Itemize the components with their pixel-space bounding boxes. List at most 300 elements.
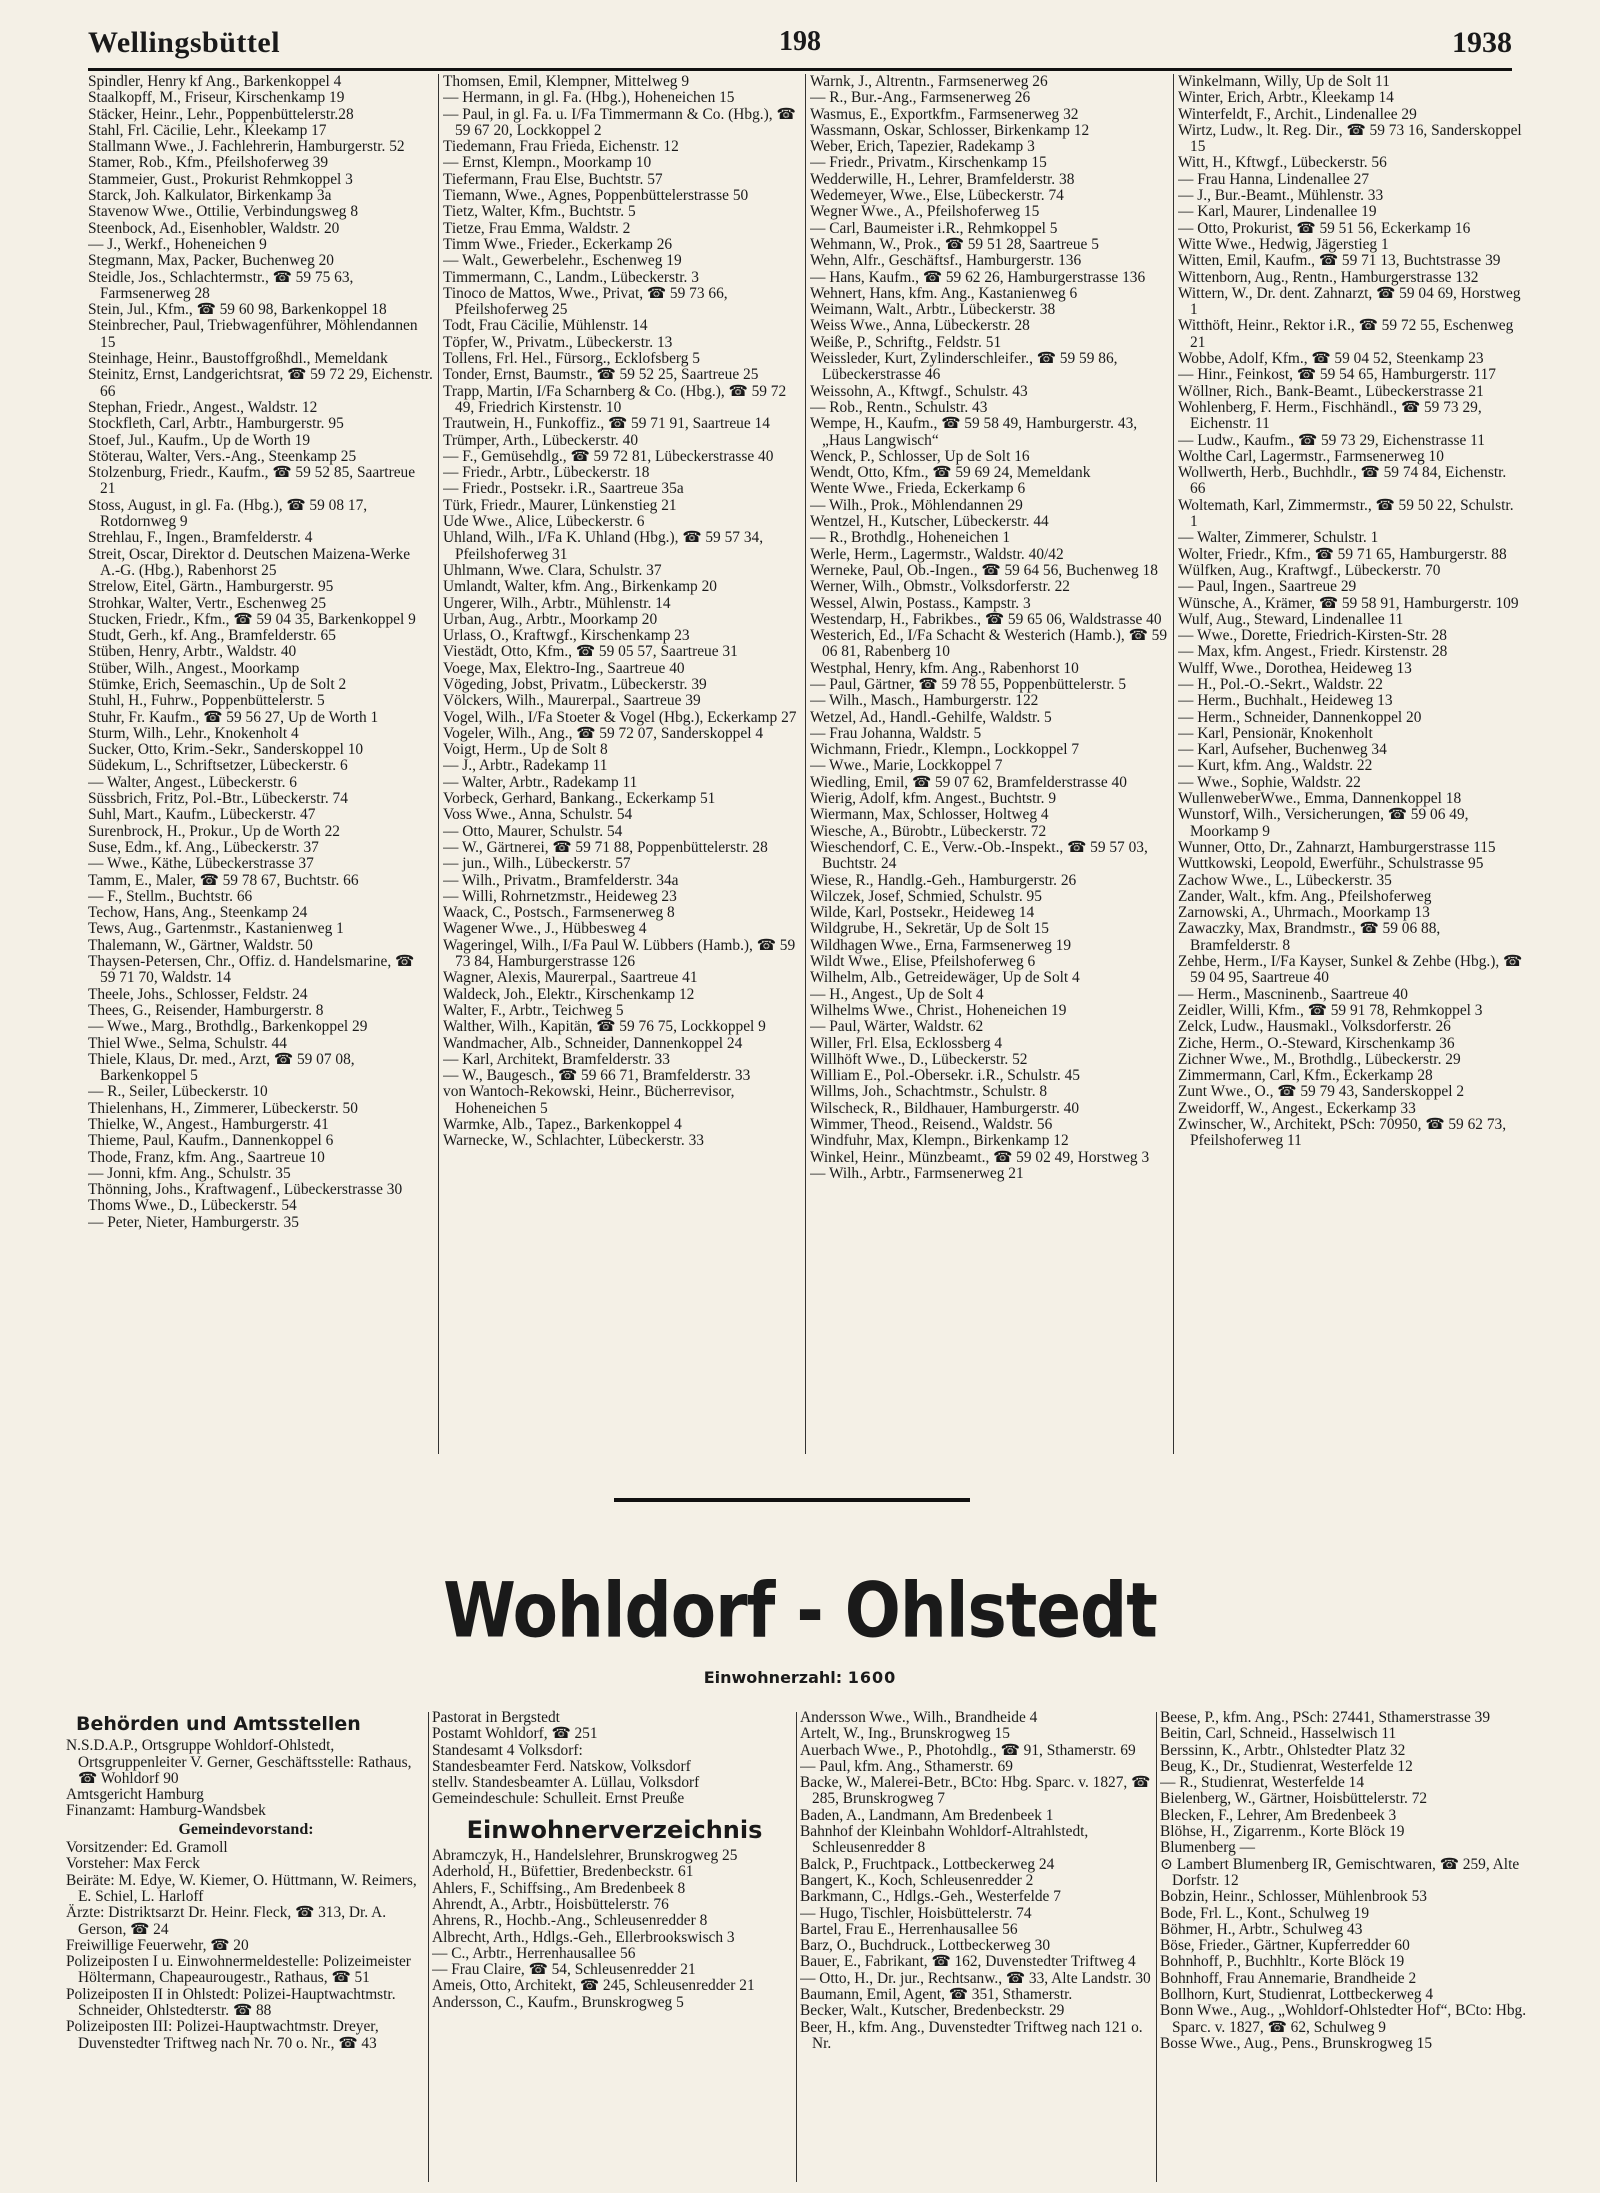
list-item: Trautwein, H., Funkoffiz., ☎ 59 71 91, Saartreue 14 xyxy=(443,415,770,433)
list-item: Wiermann, Max, Schlosser, Holtweg 4 xyxy=(810,806,1049,824)
list-item: Wolthe Carl, Lagermstr., Farmsenerweg 10 xyxy=(1178,447,1444,465)
list-item: Weissohn, A., Kftwgf., Schulstr. 43 xyxy=(810,382,1028,400)
list-item: Pastorat in Bergstedt xyxy=(432,1710,560,1726)
list-item: Wollwerth, Herb., Buchhdlr., ☎ 59 74 84, Eichenstr. 66 xyxy=(1178,464,1507,498)
list-item: — Otto, H., Dr. jur., Rechtsanw., ☎ 33, Alte Landstr. 30 xyxy=(800,1969,1151,1987)
list-item: — Frau Hanna, Lindenallee 27 xyxy=(1178,170,1370,188)
list-item: Stolzenburg, Friedr., Kaufm., ☎ 59 52 85, Saartreue 21 xyxy=(88,464,416,498)
list-item: Wildt Wwe., Elise, Pfeilshoferweg 6 xyxy=(810,953,1036,971)
list-item: Wetzel, Ad., Handl.-Gehilfe, Waldstr. 5 xyxy=(810,708,1052,726)
list-item: Werner, Wilh., Obmstr., Volksdorferstr. 22 xyxy=(810,578,1070,596)
list-item: — H., Pol.-O.-Sekrt., Waldstr. 22 xyxy=(1178,675,1383,693)
list-item: Surenbrock, H., Prokur., Up de Worth 22 xyxy=(88,822,340,840)
list-item: Weimann, Walt., Arbtr., Lübeckerstr. 38 xyxy=(810,301,1056,319)
list-item: Todt, Frau Cäcilie, Mühlenstr. 14 xyxy=(443,317,648,335)
list-item: Theele, Johs., Schlosser, Feldstr. 24 xyxy=(88,985,308,1003)
list-item: Freiwillige Feuerwehr, ☎ 20 xyxy=(66,1936,249,1954)
list-item: Streit, Oscar, Direktor d. Deutschen Maizena-Werke A.-G. (Hbg.), Rabenhorst 25 xyxy=(88,545,411,579)
list-item: Bobzin, Heinr., Schlosser, Mühlenbrook 53 xyxy=(1160,1888,1427,1906)
list-item: Walter, F., Arbtr., Teichweg 5 xyxy=(443,1001,624,1019)
list-item: Thalemann, W., Gärtner, Waldstr. 50 xyxy=(88,936,313,954)
list-item: Wirtz, Ludw., lt. Reg. Dir., ☎ 59 73 16, Sanderskoppel 15 xyxy=(1178,121,1522,156)
list-item: Stammeier, Gust., Prokurist Rehmkoppel 3 xyxy=(88,170,353,188)
list-item: Blöhse, H., Zigarrenm., Korte Blöck 19 xyxy=(1160,1823,1405,1841)
list-item: Blumenberg — xyxy=(1160,1839,1256,1857)
list-item: Auerbach Wwe., P., Photohdlg., ☎ 91, Sthamerstr. 69 xyxy=(800,1741,1136,1759)
list-item: Tinoco de Mattos, Wwe., Privat, ☎ 59 73 66, Pfeilshoferweg 25 xyxy=(443,284,728,319)
list-item: Vogel, Wilh., I/Fa Stoeter & Vogel (Hbg.), Eckerkamp 27 xyxy=(443,708,797,726)
list-item: — Frau Claire, ☎ 54, Schleusenredder 21 xyxy=(432,1961,696,1979)
directory-column-1 xyxy=(88,74,433,1464)
list-item: Baden, A., Landmann, Am Bredenbeek 1 xyxy=(800,1806,1054,1824)
list-item: Warmke, Alb., Tapez., Barkenkoppel 4 xyxy=(443,1116,682,1133)
list-item: Bollhorn, Kurt, Studienrat, Lottbeckerweg 4 xyxy=(1160,1986,1434,2004)
list-item: Weber, Erich, Tapezier, Radekamp 3 xyxy=(810,138,1035,156)
list-item: — Willi, Rohrnetzmstr., Heideweg 23 xyxy=(443,887,677,905)
list-item: Bohnhoff, P., Buchhltr., Korte Blöck 19 xyxy=(1160,1953,1405,1971)
list-item: Wildgrube, H., Sekretär, Up de Solt 15 xyxy=(810,920,1049,938)
list-item: — jun., Wilh., Lübeckerstr. 57 xyxy=(443,855,631,873)
residents-list-c xyxy=(1160,1710,1540,2052)
list-item: Wolter, Friedr., Kfm., ☎ 59 71 65, Hamburgerstr. 88 xyxy=(1178,545,1507,563)
list-item: Sturm, Wilh., Lehr., Knokenholt 4 xyxy=(88,724,299,742)
list-item: Starck, Joh. Kalkulator, Birkenkamp 3a xyxy=(88,187,332,205)
list-item: Aderhold, H., Büfettier, Bredenbeckstr. 61 xyxy=(432,1863,694,1881)
list-item: Wasmus, E., Exportkfm., Farmsenerweg 32 xyxy=(810,105,1079,123)
list-item: — R., Studienrat, Westerfelde 14 xyxy=(1160,1774,1365,1792)
list-item: Böse, Frieder., Gärtner, Kupferredder 60 xyxy=(1160,1937,1410,1955)
list-item: — Wilh., Privatm., Bramfelderstr. 34a xyxy=(443,871,679,889)
list-item: Andersson Wwe., Wilh., Brandheide 4 xyxy=(800,1710,1038,1726)
list-item: Wedderwille, H., Lehrer, Bramfelderstr. 38 xyxy=(810,170,1075,188)
list-item: Staalkopff, M., Friseur, Kirschenkamp 19 xyxy=(88,89,345,107)
list-item: — Friedr., Arbtr., Lübeckerstr. 18 xyxy=(443,464,650,482)
list-item: Westerich, Ed., I/Fa Schacht & Westerich (Hamb.), ☎ 59 06 81, Rabenberg 10 xyxy=(810,627,1168,661)
list-item: Zarnowski, A., Uhrmach., Moorkamp 13 xyxy=(1178,904,1430,922)
list-item: — Rob., Rentn., Schulstr. 43 xyxy=(810,398,988,416)
list-item: Warnk, J., Altrentn., Farmsenerweg 26 xyxy=(810,74,1048,90)
list-item: — Walt., Gewerbelehr., Eschenweg 19 xyxy=(443,252,682,270)
list-item: Timmermann, C., Landm., Lübeckerstr. 3 xyxy=(443,268,699,286)
list-item: — Max, kfm. Angest., Friedr. Kirstenstr. 28 xyxy=(1178,643,1448,661)
list-item: Albrecht, Arth., Hdlgs.-Geh., Ellerbrookswisch 3 xyxy=(432,1928,735,1946)
list-item: Stein, Jul., Kfm., ☎ 59 60 98, Barkenkoppel 18 xyxy=(88,301,387,319)
list-item: Zawaczky, Max, Brandmstr., ☎ 59 06 88, Bramfelderstr. 8 xyxy=(1178,920,1441,954)
list-item: — Paul, Ingen., Saartreue 29 xyxy=(1178,578,1357,596)
list-item: Westendarp, H., Fabrikbes., ☎ 59 65 06, Waldstrasse 40 xyxy=(810,610,1162,628)
list-item: Tietz, Walter, Kfm., Buchtstr. 5 xyxy=(443,203,636,221)
list-item: — Herm., Mascninenb., Saartreue 40 xyxy=(1178,985,1408,1003)
list-item: — Wilh., Masch., Hamburgerstr. 122 xyxy=(810,692,1039,710)
list-item: — F., Stellm., Buchtstr. 66 xyxy=(88,887,253,905)
list-item: Stümke, Erich, Seemaschin., Up de Solt 2 xyxy=(88,675,347,693)
list-item: Winterfeldt, F., Archit., Lindenallee 29 xyxy=(1178,105,1417,123)
list-item: Vogeler, Wilh., Ang., ☎ 59 72 07, Sanderskoppel 4 xyxy=(443,724,764,742)
list-item: Bonn Wwe., Aug., „Wohldorf-Ohlstedter Hof“, BCto: Hbg. Sparc. v. 1827, ☎ 62, Schulweg 9 xyxy=(1160,2002,1527,2036)
list-item: Thiel Wwe., Selma, Schulstr. 44 xyxy=(88,1034,287,1052)
list-item: Stüben, Henry, Arbtr., Waldstr. 40 xyxy=(88,643,297,661)
list-item: Zehbe, Herm., I/Fa Kayser, Sunkel & Zehbe (Hbg.), ☎ 59 04 95, Saartreue 40 xyxy=(1178,953,1523,987)
list-item: Urlass, O., Kraftwgf., Kirschenkamp 23 xyxy=(443,627,690,645)
list-item: Weiss Wwe., Anna, Lübeckerstr. 28 xyxy=(810,317,1030,335)
list-item: Wiesche, A., Bürobtr., Lübeckerstr. 72 xyxy=(810,822,1047,840)
list-item: Suse, Edm., kf. Ang., Lübeckerstr. 37 xyxy=(88,838,319,856)
list-item: Thode, Franz, kfm. Ang., Saartreue 10 xyxy=(88,1148,325,1166)
list-item: Weissleder, Kurt, Zylinderschleifer., ☎ 59 59 86, Lübeckerstrasse 46 xyxy=(810,350,1118,384)
list-item: Zimmermann, Carl, Kfm., Eckerkamp 28 xyxy=(1178,1067,1433,1085)
list-item: Bangert, K., Koch, Schleusenredder 2 xyxy=(800,1871,1034,1889)
list-item: Artelt, W., Ing., Brunskrogweg 15 xyxy=(800,1725,1010,1743)
list-item: Walther, Wilh., Kapitän, ☎ 59 76 75, Lockkoppel 9 xyxy=(443,1018,766,1036)
list-item: Wageringel, Wilh., I/Fa Paul W. Lübbers (Hamb.), ☎ 59 73 84, Hamburgerstrasse 126 xyxy=(443,936,796,971)
list-item: — Wilh., Arbtr., Farmsenerweg 21 xyxy=(810,1164,1024,1182)
list-item: Bielenberg, W., Gärtner, Hoisbüttelerstr. 72 xyxy=(1160,1790,1428,1808)
authorities-list xyxy=(66,1738,426,1819)
list-item: Stüber, Wilh., Angest., Moorkamp xyxy=(88,659,300,677)
residents-heading: Einwohnerverzeichnis xyxy=(466,1815,763,1844)
list-item: — Hans, Kaufm., ☎ 59 62 26, Hamburgerstrasse 136 xyxy=(810,268,1146,286)
list-item: Ahlers, F., Schiffsing., Am Bredenbeek 8 xyxy=(432,1879,686,1897)
population-line xyxy=(0,1668,1600,1687)
list-item: Wendt, Otto, Kfm., ☎ 59 69 24, Memeldank xyxy=(810,464,1091,482)
list-item: Tiemann, Wwe., Agnes, Poppenbüttelerstrasse 50 xyxy=(443,187,749,205)
list-item: Wildhagen Wwe., Erna, Farmsenerweg 19 xyxy=(810,936,1072,954)
population-label: Einwohnerzahl: xyxy=(703,1668,843,1687)
list-item: Balck, P., Fruchtpack., Lottbeckerweg 24 xyxy=(800,1855,1055,1873)
list-item: Wilczek, Josef, Schmied, Schulstr. 95 xyxy=(810,887,1042,905)
list-item: Bauer, E., Fabrikant, ☎ 162, Duvenstedter Triftweg 4 xyxy=(800,1953,1136,1971)
list-item: Andersson, C., Kaufm., Brunskrogweg 5 xyxy=(432,1993,684,2011)
list-item: Zelck, Ludw., Hausmakl., Volksdorferstr. 26 xyxy=(1178,1018,1451,1036)
lower-column-3 xyxy=(800,1710,1152,2190)
list-item: Beiräte: M. Edye, W. Kiemer, O. Hüttmann, W. Reimers, E. Schiel, L. Harloff xyxy=(66,1871,417,1905)
list-item: Stahl, Frl. Cäcilie, Lehr., Kleekamp 17 xyxy=(88,121,327,139)
header-rule xyxy=(88,68,1512,71)
council-list xyxy=(66,1840,426,2052)
list-item: Wimmer, Theod., Reisend., Waldstr. 56 xyxy=(810,1116,1053,1133)
list-item: — Kurt, kfm. Ang., Waldstr. 22 xyxy=(1178,757,1373,775)
list-item: Thees, G., Reisender, Hamburgerstr. 8 xyxy=(88,1001,324,1019)
list-item: — Paul, Gärtner, ☎ 59 78 55, Poppenbüttelerstr. 5 xyxy=(810,675,1127,693)
list-item: Südekum, L., Schriftsetzer, Lübeckerstr. 6 xyxy=(88,757,348,775)
list-item: Ungerer, Wilh., Arbtr., Mühlenstr. 14 xyxy=(443,594,671,612)
list-item: Wieschendorf, C. E., Verw.-Ob.-Inspekt., ☎ 59 57 03, Buchtstr. 24 xyxy=(810,838,1148,873)
list-item: Voege, Max, Elektro-Ing., Saartreue 40 xyxy=(443,659,685,677)
lower-column-4 xyxy=(1160,1710,1540,2190)
list-item: Spindler, Henry kf Ang., Barkenkoppel 4 xyxy=(88,74,342,90)
list-item: Wünsche, A., Krämer, ☎ 59 58 91, Hamburgerstr. 109 xyxy=(1178,594,1519,612)
list-item: Wenck, P., Schlosser, Up de Solt 16 xyxy=(810,447,1030,465)
list-item: Wehn, Alfr., Geschäftsf., Hamburgerstr. 136 xyxy=(810,252,1082,270)
list-item: Wittern, W., Dr. dent. Zahnarzt, ☎ 59 04 69, Horstweg 1 xyxy=(1178,284,1521,319)
list-item: Ude Wwe., Alice, Lübeckerstr. 6 xyxy=(443,513,645,531)
list-item: Barkmann, C., Hdlgs.-Geh., Westerfelde 7 xyxy=(800,1888,1061,1906)
column-divider xyxy=(805,74,806,1454)
list-item: — H., Angest., Up de Solt 4 xyxy=(810,985,984,1003)
list-item: Viestädt, Otto, Kfm., ☎ 59 05 57, Saartreue 31 xyxy=(443,643,738,661)
list-item: — J., Werkf., Hoheneichen 9 xyxy=(88,235,267,253)
list-item: — Wwe., Sophie, Waldstr. 22 xyxy=(1178,773,1361,791)
list-item: Amtsgericht Hamburg xyxy=(66,1786,204,1804)
list-item: Ameis, Otto, Architekt, ☎ 245, Schleusenredder 21 xyxy=(432,1977,755,1995)
list-item: Woltemath, Karl, Zimmermstr., ☎ 59 50 22, Schulstr. 1 xyxy=(1178,496,1514,531)
list-item: Wilhelm, Alb., Getreidewäger, Up de Solt 4 xyxy=(810,969,1080,987)
list-item: Strohkar, Walter, Vertr., Eschenweg 25 xyxy=(88,594,327,612)
list-item: Witte Wwe., Hedwig, Jägerstieg 1 xyxy=(1178,235,1389,253)
list-item: Uhland, Wilh., I/Fa K. Uhland (Hbg.), ☎ 59 57 34, Pfeilshoferweg 31 xyxy=(443,529,764,563)
list-item: Steidle, Jos., Schlachtermstr., ☎ 59 75 63, Farmsenerweg 28 xyxy=(88,268,354,302)
column-divider xyxy=(1173,74,1174,1454)
list-item: Winter, Erich, Arbtr., Kleekamp 14 xyxy=(1178,89,1394,107)
list-item: Zachow Wwe., L., Lübeckerstr. 35 xyxy=(1178,871,1392,889)
list-item: Becker, Walt., Kutscher, Bredenbeckstr. 29 xyxy=(800,2002,1065,2020)
list-item: Trümper, Arth., Lübeckerstr. 40 xyxy=(443,431,639,449)
list-item: Süssbrich, Fritz, Pol.-Btr., Lübeckerstr. 74 xyxy=(88,790,348,808)
list-item: — Wwe., Dorette, Friedrich-Kirsten-Str. 28 xyxy=(1178,627,1447,645)
list-item: Wülfken, Aug., Kraftwgf., Lübeckerstr. 70 xyxy=(1178,561,1441,579)
offices-list xyxy=(432,1710,797,1808)
list-item: Tollens, Frl. Hel., Fürsorg., Ecklofsberg 5 xyxy=(443,350,700,368)
list-item: — Walter, Arbtr., Radekamp 11 xyxy=(443,773,638,791)
list-item: Willms, Joh., Schachtmstr., Schulstr. 8 xyxy=(810,1083,1048,1101)
list-item: Beer, H., kfm. Ang., Duvenstedter Triftweg nach 121 o. Nr. xyxy=(800,2018,1143,2052)
list-item: Timm Wwe., Frieder., Eckerkamp 26 xyxy=(443,235,673,253)
list-item: ⊙ Lambert Blumenberg IR, Gemischtwaren, ☎ 259, Alte Dorfstr. 12 xyxy=(1160,1855,1520,1889)
list-item: Weiße, P., Schriftg., Feldstr. 51 xyxy=(810,333,1002,351)
list-item: Winkel, Heinr., Münzbeamt., ☎ 59 02 49, Horstweg 3 xyxy=(810,1148,1150,1166)
list-item: Techow, Hans, Ang., Steenkamp 24 xyxy=(88,904,308,922)
list-item: — W., Baugesch., ☎ 59 66 71, Bramfelderstr. 33 xyxy=(443,1067,751,1085)
list-item: Wuttkowski, Leopold, Ewerführ., Schulstrasse 95 xyxy=(1178,855,1484,873)
list-item: Wentzel, H., Kutscher, Lübeckerstr. 44 xyxy=(810,513,1049,531)
list-item: Standesbeamter Ferd. Natskow, Volksdorf xyxy=(432,1757,691,1775)
list-item: Umlandt, Walter, kfm. Ang., Birkenkamp 20 xyxy=(443,578,717,596)
list-item: Stallmann Wwe., J. Fachlehrerin, Hamburgerstr. 52 xyxy=(88,138,405,156)
list-item: Zander, Walt., kfm. Ang., Pfeilshoferweg xyxy=(1178,887,1432,905)
list-item: Waldeck, Joh., Elektr., Kirschenkamp 12 xyxy=(443,985,695,1003)
list-item: Ahrens, R., Hochb.-Ang., Schleusenredder 8 xyxy=(432,1912,708,1930)
list-item: Ziche, Herm., O.-Steward, Kirschenkamp 36 xyxy=(1178,1034,1455,1052)
list-item: Wilhelms Wwe., Christ., Hoheneichen 19 xyxy=(810,1001,1067,1019)
list-item: Tiedemann, Frau Frieda, Eichenstr. 12 xyxy=(443,138,679,156)
list-item: Stephan, Friedr., Angest., Waldstr. 12 xyxy=(88,398,318,416)
list-item: — Ludw., Kaufm., ☎ 59 73 29, Eichenstrasse 11 xyxy=(1178,431,1485,449)
list-item: Türk, Friedr., Maurer, Lünkenstieg 21 xyxy=(443,496,677,514)
list-item: Baumann, Emil, Agent, ☎ 351, Sthamerstr. xyxy=(800,1986,1073,2004)
list-item: — Otto, Prokurist, ☎ 59 51 56, Eckerkamp 16 xyxy=(1178,219,1471,237)
list-item: — W., Gärtnerei, ☎ 59 71 88, Poppenbüttelerstr. 28 xyxy=(443,838,768,856)
list-item: Steenbock, Ad., Eisenhobler, Waldstr. 20 xyxy=(88,219,340,237)
list-item: Polizeiposten I u. Einwohnermeldestelle: Polizeimeister Höltermann, Chapeaurougestr., Rathaus, ☎ 51 xyxy=(66,1953,411,1987)
list-item: Wente Wwe., Frieda, Eckerkamp 6 xyxy=(810,480,1026,498)
list-item: Thielke, W., Angest., Hamburgerstr. 41 xyxy=(88,1116,329,1133)
list-item: — Herm., Buchhalt., Heideweg 13 xyxy=(1178,692,1393,710)
list-item: Böhmer, H., Arbtr., Schulweg 43 xyxy=(1160,1920,1363,1938)
list-item: Trapp, Martin, I/Fa Scharnberg & Co. (Hbg.), ☎ 59 72 49, Friedrich Kirstenstr. 10 xyxy=(443,382,787,416)
list-item: Wobbe, Adolf, Kfm., ☎ 59 04 52, Steenkamp 23 xyxy=(1178,350,1484,368)
list-item: Zichner Wwe., M., Brothdlg., Lübeckerstr. 29 xyxy=(1178,1050,1461,1068)
list-item: Ärzte: Distriktsarzt Dr. Heinr. Fleck, ☎ 313, Dr. A. Gerson, ☎ 24 xyxy=(66,1904,387,1938)
list-item: — Wilh., Prok., Möhlendannen 29 xyxy=(810,496,1023,514)
list-item: Vorsitzender: Ed. Gramoll xyxy=(66,1839,228,1857)
list-item: Stockfleth, Carl, Arbtr., Hamburgerstr. 95 xyxy=(88,415,344,433)
list-item: Wichmann, Friedr., Klempn., Lockkoppel 7 xyxy=(810,741,1080,759)
list-item: Wehmann, W., Prok., ☎ 59 51 28, Saartreue 5 xyxy=(810,235,1099,253)
section-divider xyxy=(614,1498,970,1502)
year: 1938 xyxy=(1452,26,1512,59)
list-item: Strehlau, F., Ingen., Bramfelderstr. 4 xyxy=(88,529,313,547)
town-heading: Wohldorf - Ohlstedt xyxy=(443,1566,1157,1655)
list-item: Waack, C., Postsch., Farmsenerweg 8 xyxy=(443,904,675,922)
list-item: Witt, H., Kftwgf., Lübeckerstr. 56 xyxy=(1178,154,1387,172)
list-item: Tietze, Frau Emma, Waldstr. 2 xyxy=(443,219,631,237)
list-item: Wunner, Otto, Dr., Zahnarzt, Hamburgerstrasse 115 xyxy=(1178,838,1496,856)
list-item: — R., Brothdlg., Hoheneichen 1 xyxy=(810,529,1011,547)
list-item: Werneke, Paul, Ob.-Ingen., ☎ 59 64 56, Buchenweg 18 xyxy=(810,561,1158,579)
list-item: Thieme, Paul, Kaufm., Dannenkoppel 6 xyxy=(88,1132,334,1150)
list-item: — F., Gemüsehdlg., ☎ 59 72 81, Lübeckerstrasse 40 xyxy=(443,447,774,465)
list-item: N.S.D.A.P., Ortsgruppe Wohldorf-Ohlstedt, Ortsgruppenleiter V. Gerner, Geschäftsstelle: Rathaus, ☎ Wohldorf 90 xyxy=(66,1737,412,1787)
list-item: — J., Arbtr., Radekamp 11 xyxy=(443,757,608,775)
list-item: Wulf, Aug., Steward, Lindenallee 11 xyxy=(1178,610,1404,628)
list-item: Witten, Emil, Kaufm., ☎ 59 71 13, Buchtstrasse 39 xyxy=(1178,252,1501,270)
list-item: Bartel, Frau E., Herrenhausallee 56 xyxy=(800,1920,1018,1938)
list-item: Stuhl, H., Fuhrw., Poppenbüttelerstr. 5 xyxy=(88,692,325,710)
list-item: Blecken, F., Lehrer, Am Bredenbeek 3 xyxy=(1160,1806,1397,1824)
list-item: — Karl, Pensionär, Knokenholt xyxy=(1178,724,1373,742)
directory-column-2 xyxy=(443,74,800,1464)
list-item: Zwinscher, W., Architekt, PSch: 70950, ☎ 59 62 73, Pfeilshoferweg 11 xyxy=(1178,1116,1507,1150)
list-item: Bohnhoff, Frau Annemarie, Brandheide 2 xyxy=(1160,1969,1417,1987)
list-item: — Wwe., Marie, Lockkoppel 7 xyxy=(810,757,1003,775)
list-item: Ahrendt, A., Arbtr., Hoisbüttelerstr. 76 xyxy=(432,1895,669,1913)
list-item: Tamm, E., Maler, ☎ 59 78 67, Buchtstr. 66 xyxy=(88,871,359,889)
list-item: Westphal, Henry, kfm. Ang., Rabenhorst 10 xyxy=(810,659,1079,677)
list-item: WullenweberWwe., Emma, Dannenkoppel 18 xyxy=(1178,790,1462,808)
list-item: — Wwe., Marg., Brothdlg., Barkenkoppel 29 xyxy=(88,1018,368,1036)
list-item: Zunt Wwe., O., ☎ 59 79 43, Sanderskoppel 2 xyxy=(1178,1083,1465,1101)
list-item: Stamer, Rob., Kfm., Pfeilshoferweg 39 xyxy=(88,154,329,172)
list-item: Wandmacher, Alb., Schneider, Dannenkoppel 24 xyxy=(443,1034,743,1052)
list-item: Wittenborn, Aug., Rentn., Hamburgerstrasse 132 xyxy=(1178,268,1479,286)
list-item: Bosse Wwe., Aug., Pens., Brunskrogweg 15 xyxy=(1160,2034,1433,2052)
list-item: Beitin, Carl, Schneid., Hasselwisch 11 xyxy=(1160,1725,1397,1743)
list-item: Tews, Aug., Gartenmstr., Kastanienweg 1 xyxy=(88,920,344,938)
list-item: — Peter, Nieter, Hamburgerstr. 35 xyxy=(88,1213,299,1231)
list-item: Thielenhans, H., Zimmerer, Lübeckerstr. 50 xyxy=(88,1099,358,1117)
list-item: Stäcker, Heinr., Lehr., Poppenbüttelerstr.28 xyxy=(88,105,354,123)
list-item: Thomsen, Emil, Klempner, Mittelweg 9 xyxy=(443,74,690,90)
list-item: Backe, W., Malerei-Betr., BCto: Hbg. Sparc. v. 1827, ☎ 285, Brunskrogweg 7 xyxy=(800,1774,1151,1808)
list-item: — Otto, Maurer, Schulstr. 54 xyxy=(443,822,623,840)
list-item: — J., Bur.-Beamt., Mühlenstr. 33 xyxy=(1178,187,1384,205)
list-item: Stöterau, Walter, Vers.-Ang., Steenkamp 25 xyxy=(88,447,357,465)
list-item: Beese, P., kfm. Ang., PSch: 27441, Sthamerstrasse 39 xyxy=(1160,1710,1491,1726)
authorities-heading: Behörden und Amtsstellen xyxy=(76,1713,361,1735)
list-item: Bahnhof der Kleinbahn Wohldorf-Altrahlstedt, Schleusenredder 8 xyxy=(800,1823,1089,1857)
list-item: Wagner, Alexis, Maurerpal., Saartreue 41 xyxy=(443,969,698,987)
list-item: Wegner Wwe., A., Pfeilshoferweg 15 xyxy=(810,203,1040,221)
residents-list-b xyxy=(800,1710,1152,2052)
lower-column-divider xyxy=(428,1712,429,2182)
directory-column-3 xyxy=(810,74,1169,1464)
list-item: Postamt Wohldorf, ☎ 251 xyxy=(432,1725,598,1743)
list-item: Werle, Herm., Lagermstr., Waldstr. 40/42 xyxy=(810,545,1064,563)
list-item: Stoef, Jul., Kaufm., Up de Worth 19 xyxy=(88,431,311,449)
list-item: Tonder, Ernst, Baumstr., ☎ 59 52 25, Saartreue 25 xyxy=(443,366,759,384)
list-item: Wiese, R., Handlg.-Geh., Hamburgerstr. 26 xyxy=(810,871,1077,889)
list-item: von Wantoch-Rekowski, Heinr., Bücherrevisor, Hoheneichen 5 xyxy=(443,1083,735,1117)
lower-column-divider xyxy=(796,1712,797,2182)
list-item: — Walter, Zimmerer, Schulstr. 1 xyxy=(1178,529,1379,547)
residents-list-a xyxy=(432,1848,797,2011)
list-item: Stavenow Wwe., Ottilie, Verbindungsweg 8 xyxy=(88,203,359,221)
list-item: Thönning, Johs., Kraftwagenf., Lübeckerstrasse 30 xyxy=(88,1181,403,1199)
list-item: Strelow, Eitel, Gärtn., Hamburgerstr. 95 xyxy=(88,578,334,596)
list-item: — Hermann, in gl. Fa. (Hbg.), Hoheneichen 15 xyxy=(443,89,735,107)
list-item: — C., Arbtr., Herrenhausallee 56 xyxy=(432,1944,636,1962)
list-item: Suhl, Mart., Kaufm., Lübeckerstr. 47 xyxy=(88,806,316,824)
list-item: stellv. Standesbeamter A. Lüllau, Volksdorf xyxy=(432,1774,700,1792)
list-item: Vögeding, Jobst, Privatm., Lübeckerstr. 39 xyxy=(443,675,707,693)
list-item: Vorbeck, Gerhard, Bankang., Eckerkamp 51 xyxy=(443,790,716,808)
list-item: Wunstorf, Wilh., Versicherungen, ☎ 59 06 49, Moorkamp 9 xyxy=(1178,806,1469,840)
list-item: Wessel, Alwin, Postass., Kampstr. 3 xyxy=(810,594,1031,612)
list-item: Studt, Gerh., kf. Ang., Bramfelderstr. 65 xyxy=(88,627,336,645)
list-item: Zeidler, Willi, Kfm., ☎ 59 91 78, Rehmkoppel 3 xyxy=(1178,1001,1483,1019)
list-item: William E., Pol.-Obersekr. i.R., Schulstr. 45 xyxy=(810,1067,1080,1085)
page-header xyxy=(88,22,1512,66)
list-item: Steinhage, Heinr., Baustoffgroßhdl., Memeldank xyxy=(88,350,388,368)
list-item: Stuhr, Fr. Kaufm., ☎ 59 56 27, Up de Worth 1 xyxy=(88,708,379,726)
list-item: Voss Wwe., Anna, Schulstr. 54 xyxy=(443,806,633,824)
list-item: Steinbrecher, Paul, Triebwagenführer, Möhlendannen 15 xyxy=(88,317,418,351)
list-item: Beug, K., Dr., Studienrat, Westerfelde 12 xyxy=(1160,1757,1413,1775)
list-item: — Friedr., Postsekr. i.R., Saartreue 35a xyxy=(443,480,684,498)
list-item: Windfuhr, Max, Klempn., Birkenkamp 12 xyxy=(810,1132,1069,1150)
list-item: Wilscheck, R., Bildhauer, Hamburgerstr. 40 xyxy=(810,1099,1080,1117)
list-item: — R., Bur.-Ang., Farmsenerweg 26 xyxy=(810,89,1031,107)
list-item: Wempe, H., Kaufm., ☎ 59 58 49, Hamburgerstr. 43, „Haus Langwisch“ xyxy=(810,415,1138,449)
list-item: Wohlenberg, F. Herm., Fischhändl., ☎ 59 73 29, Eichenstr. 11 xyxy=(1178,398,1482,433)
list-item: — Jonni, kfm. Ang., Schulstr. 35 xyxy=(88,1164,291,1182)
list-item: Wassmann, Oskar, Schlosser, Birkenkamp 12 xyxy=(810,121,1090,139)
list-item: — Karl, Architekt, Bramfelderstr. 33 xyxy=(443,1050,670,1068)
list-item: Polizeiposten II in Ohlstedt: Polizei-Hauptwachtmstr. Schneider, Ohlstedterstr. ☎ 88 xyxy=(66,1985,396,2020)
list-item: Polizeiposten III: Polizei-Hauptwachtmstr. Dreyer, Duvenstedter Triftweg nach Nr. 70 o. Nr., ☎ 43 xyxy=(66,2018,379,2052)
list-item: Wierig, Adolf, kfm. Angest., Buchtstr. 9 xyxy=(810,790,1057,808)
list-item: Urban, Aug., Arbtr., Moorkamp 20 xyxy=(443,610,658,628)
list-item: Töpfer, W., Privatm., Lübeckerstr. 13 xyxy=(443,333,673,351)
list-item: Abramczyk, H., Handelslehrer, Brunskrogweg 25 xyxy=(432,1847,738,1865)
list-item: — Frau Johanna, Waldstr. 5 xyxy=(810,724,982,742)
list-item: Steinitz, Ernst, Landgerichtsrat, ☎ 59 72 29, Eichenstr. 66 xyxy=(88,366,433,400)
list-item: Standesamt 4 Volksdorf: xyxy=(432,1741,583,1759)
list-item: Uhlmann, Wwe. Clara, Schulstr. 37 xyxy=(443,561,662,579)
list-item: — Ernst, Klempn., Moorkamp 10 xyxy=(443,154,652,172)
list-item: Winkelmann, Willy, Up de Solt 11 xyxy=(1178,74,1390,90)
list-item: — Herm., Schneider, Dannenkoppel 20 xyxy=(1178,708,1422,726)
list-item: — Paul, Wärter, Waldstr. 62 xyxy=(810,1018,984,1036)
list-item: — Paul, kfm. Ang., Sthamerstr. 69 xyxy=(800,1757,1013,1775)
list-item: Voigt, Herm., Up de Solt 8 xyxy=(443,741,608,759)
list-item: Berssinn, K., Arbtr., Ohlstedter Platz 32 xyxy=(1160,1741,1406,1759)
list-item: Bode, Frl. L., Kont., Schulweg 19 xyxy=(1160,1904,1370,1922)
lower-column-2 xyxy=(432,1710,797,2190)
list-item: — Carl, Baumeister i.R., Rehmkoppel 5 xyxy=(810,219,1058,237)
list-item: Thoms Wwe., D., Lübeckerstr. 54 xyxy=(88,1197,297,1215)
list-item: Wagener Wwe., J., Hübbesweg 4 xyxy=(443,920,647,938)
